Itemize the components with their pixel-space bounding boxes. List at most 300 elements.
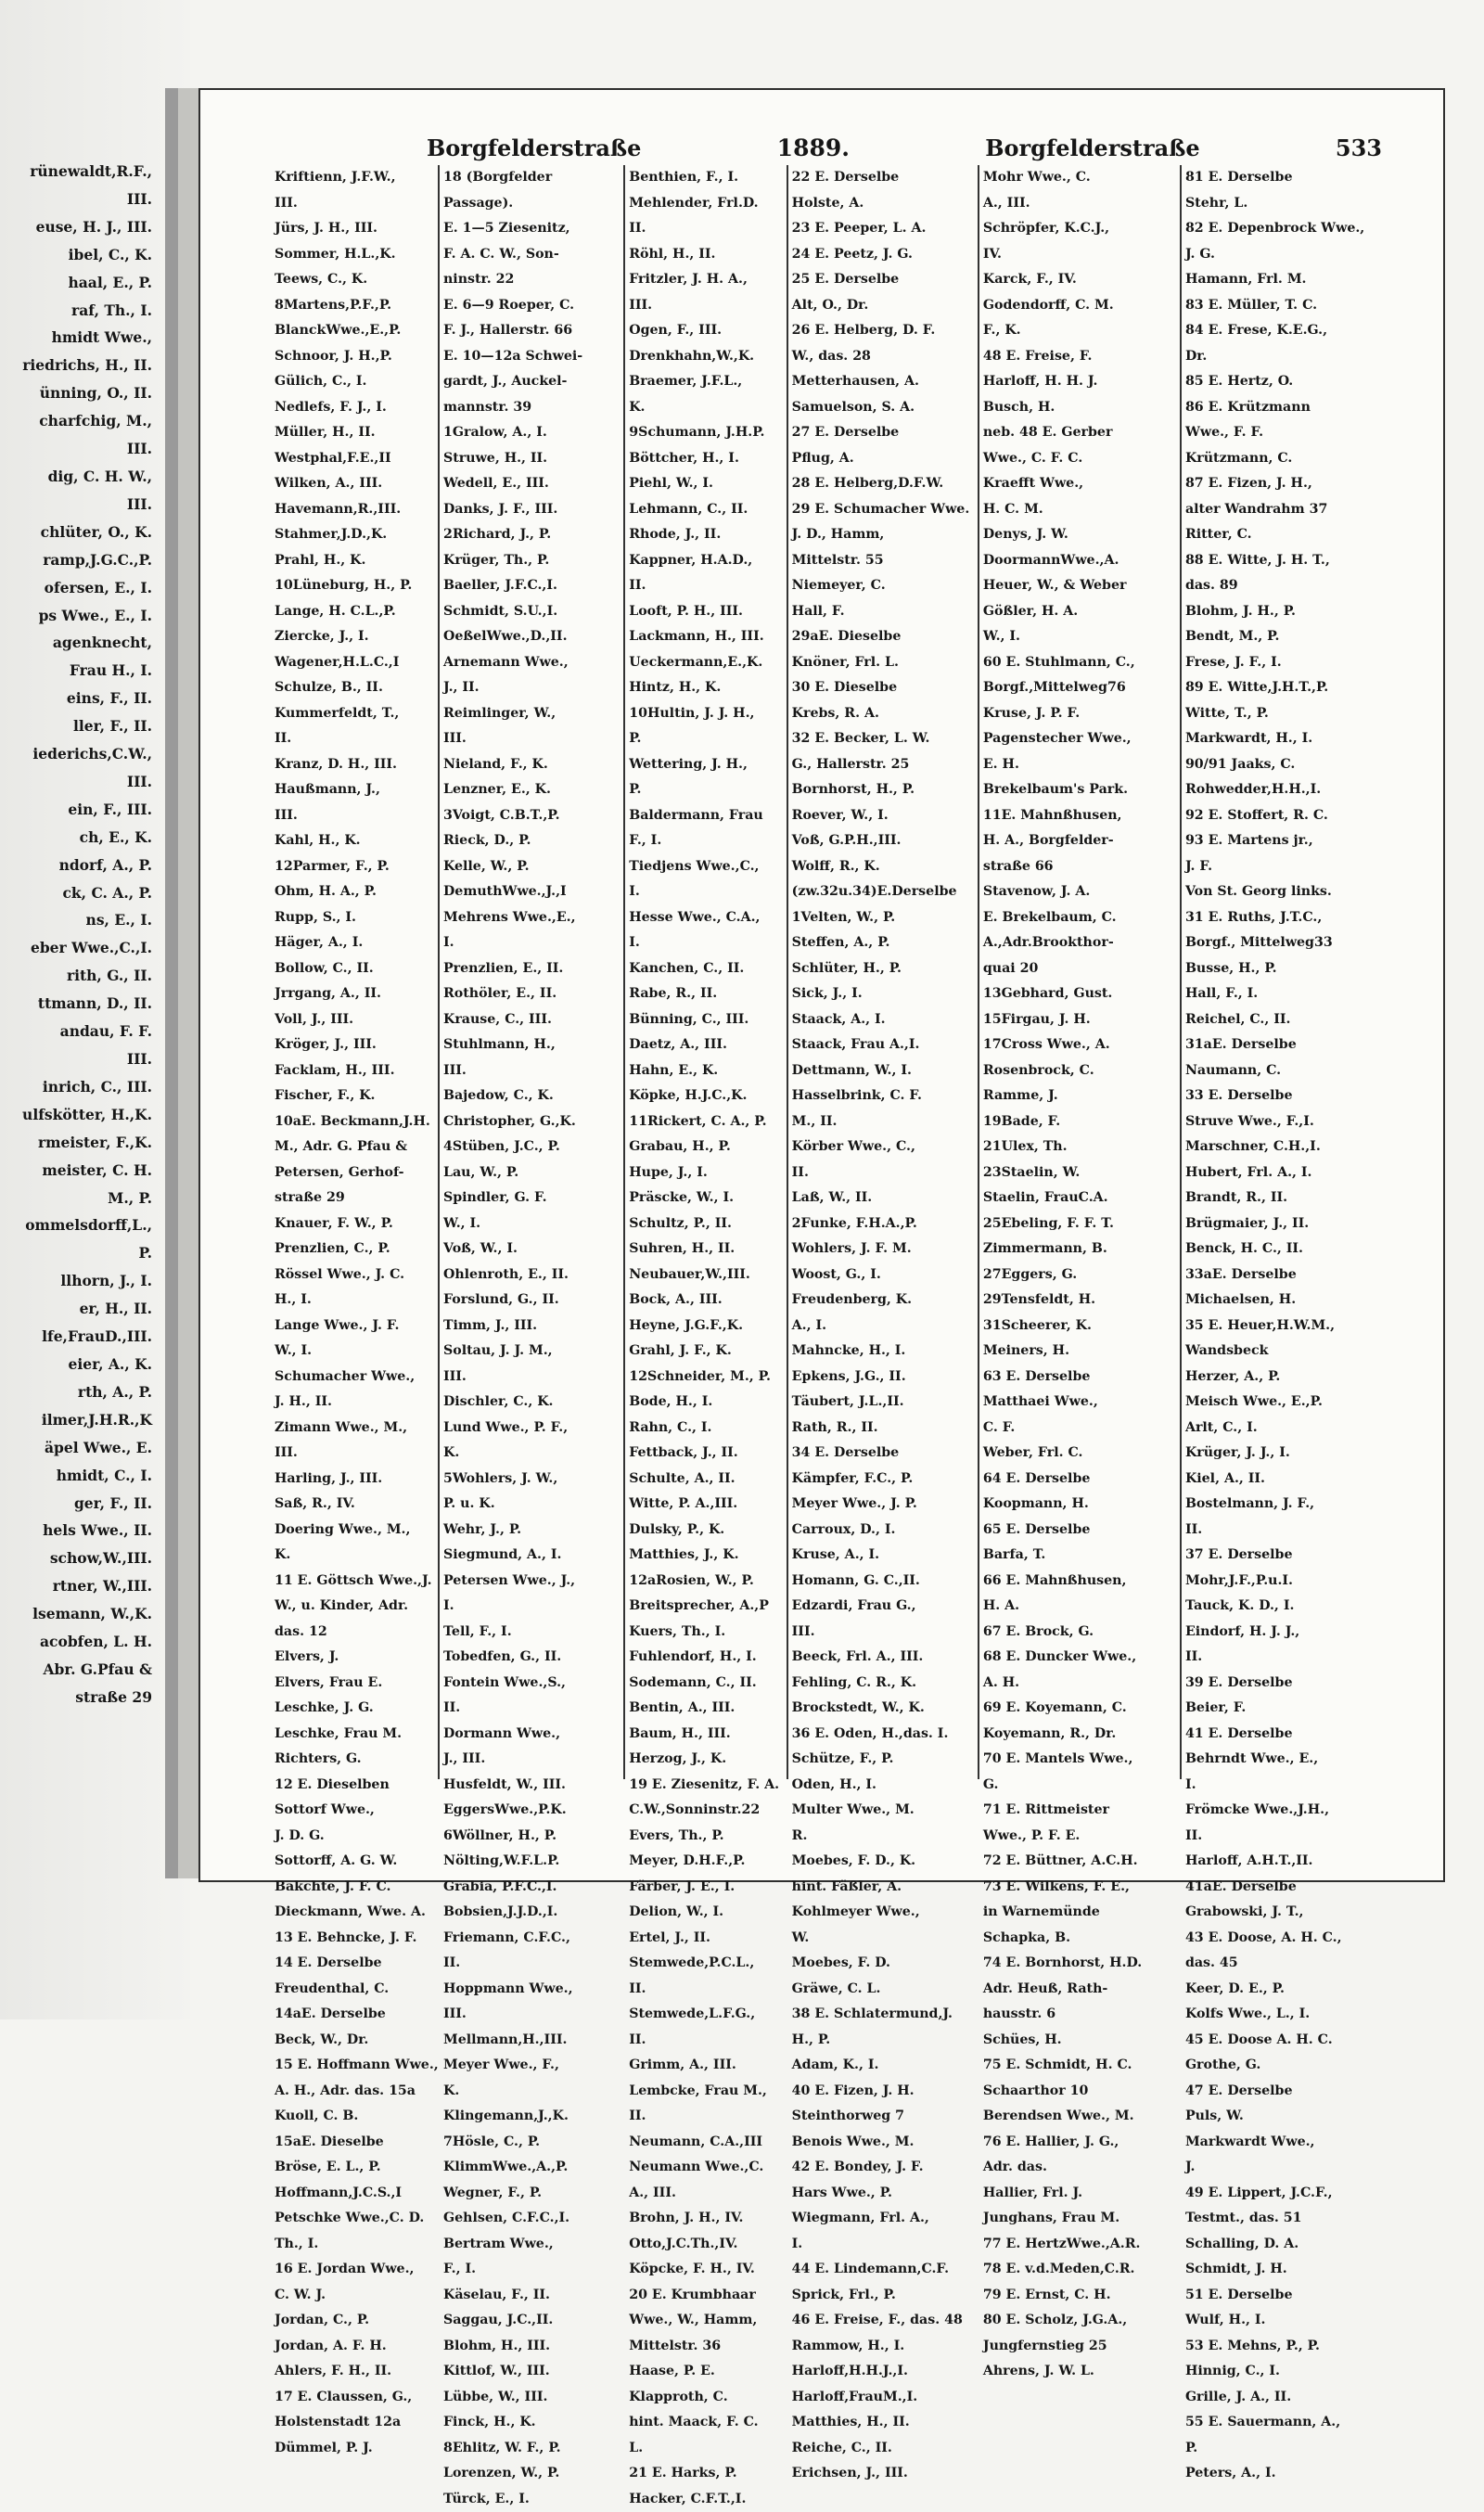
directory-entry-line: Fritzler, J. H. A.,: [625, 267, 786, 293]
directory-entry-line: Matthaei Wwe.,: [979, 1390, 1180, 1416]
directory-entry-line: Struve Wwe., F.,I.: [1182, 1109, 1384, 1135]
directory-entry-line: Krüger, J. J., I.: [1182, 1441, 1384, 1467]
directory-entry-line: Stuhlmann, H.,: [440, 1032, 623, 1058]
directory-entry-line: 75 E. Schmidt, H. C.: [979, 2053, 1180, 2079]
directory-entry-line: 27 E. Derselbe: [788, 420, 978, 446]
fragment-line: ein, F., III.: [0, 796, 165, 824]
directory-entry-line: Struwe, H., II.: [440, 446, 623, 472]
directory-entry-line: Ohm, H. A., P.: [271, 879, 438, 905]
directory-entry-line: Woost, G., I.: [788, 1262, 978, 1288]
directory-entry-line: 33aE. Derselbe: [1182, 1262, 1384, 1288]
directory-entry-line: Klingemann,J.,K.: [440, 2104, 623, 2130]
directory-entry-line: Hahn, E., K.: [625, 1058, 786, 1084]
directory-entry-line: straße 66: [979, 854, 1180, 880]
fragment-line: III.: [0, 1045, 165, 1073]
directory-entry-line: 49 E. Lippert, J.C.F.,: [1182, 2181, 1384, 2207]
directory-entry-line: II.: [625, 1977, 786, 2003]
directory-entry-line: Koopmann, H.: [979, 1492, 1180, 1518]
directory-entry-line: Hall, F.: [788, 599, 978, 625]
directory-entry-line: III.: [271, 1441, 438, 1467]
directory-entry-line: Gehlsen, C.F.C.,I.: [440, 2206, 623, 2232]
fragment-line: ger, F., II.: [0, 1490, 165, 1518]
directory-entry-line: Schmidt, J. H.: [1182, 2257, 1384, 2283]
directory-entry-line: 12 E. Dieselben: [271, 1773, 438, 1799]
directory-entry-line: 23Staelin, W.: [979, 1160, 1180, 1186]
directory-entry-line: 84 E. Frese, K.E.G.,: [1182, 318, 1384, 344]
directory-entry-line: 37 E. Derselbe: [1182, 1543, 1384, 1569]
directory-entry-line: Schulze, B., II.: [271, 675, 438, 701]
fragment-line: ünning, O., II.: [0, 379, 165, 407]
directory-entry-line: Lau, W., P.: [440, 1160, 623, 1186]
directory-entry-line: 10aE. Beckmann,J.H.: [271, 1109, 438, 1135]
directory-entry-line: Roever, W., I.: [788, 803, 978, 829]
directory-entry-line: 10Lüneburg, H., P.: [271, 573, 438, 599]
directory-entry-line: 34 E. Derselbe: [788, 1441, 978, 1467]
directory-entry-line: Schnoor, J. H.,P.: [271, 344, 438, 370]
fragment-line: llhorn, J., I.: [0, 1267, 165, 1295]
directory-entry-line: Dormann Wwe.,: [440, 1722, 623, 1748]
directory-entry-line: Röhl, H., II.: [625, 242, 786, 268]
directory-entry-line: Stemwede,P.C.L.,: [625, 1951, 786, 1977]
directory-entry-line: 18 (Borgfelder: [440, 165, 623, 191]
directory-entry-line: 39 E. Derselbe: [1182, 1671, 1384, 1697]
directory-entry-line: Schües, H.: [979, 2028, 1180, 2054]
directory-entry-line: Schröpfer, K.C.J.,: [979, 216, 1180, 242]
directory-entry-line: Schaarthor 10: [979, 2079, 1180, 2105]
directory-entry-line: Edzardi, Frau G.,: [788, 1594, 978, 1620]
directory-entry-line: Behrndt Wwe., E.,: [1182, 1747, 1384, 1773]
directory-entry-line: 89 E. Witte,J.H.T.,P.: [1182, 675, 1384, 701]
directory-entry-line: Grabia, P.F.C.,I.: [440, 1875, 623, 1901]
directory-entry-line: das. 45: [1182, 1951, 1384, 1977]
directory-entry-line: W., I.: [979, 624, 1180, 650]
directory-entry-line: Brandt, R., II.: [1182, 1186, 1384, 1211]
directory-entry-line: Moebes, F. D., K.: [788, 1849, 978, 1875]
page-header: [427, 130, 1382, 165]
directory-entry-line: Beck, W., Dr.: [271, 2028, 438, 2054]
directory-entry-line: Freudenberg, K.: [788, 1288, 978, 1314]
directory-entry-line: 53 E. Mehns, P., P.: [1182, 2334, 1384, 2360]
directory-entry-line: Teews, C., K.: [271, 267, 438, 293]
column-1: [271, 165, 438, 1779]
directory-entry-line: 15aE. Dieselbe: [271, 2130, 438, 2156]
directory-entry-line: Wulf, H., I.: [1182, 2308, 1384, 2334]
directory-entry-line: 14aE. Derselbe: [271, 2002, 438, 2028]
directory-entry-line: 7Hösle, C., P.: [440, 2130, 623, 2156]
directory-entry-line: Kohlmeyer Wwe.,: [788, 1900, 978, 1926]
directory-entry-line: Evers, Th., P.: [625, 1824, 786, 1850]
directory-entry-line: 74 E. Bornhorst, H.D.: [979, 1951, 1180, 1977]
fragment-line: hmidt Wwe.,: [0, 324, 165, 352]
directory-entry-line: Meiners, H.: [979, 1339, 1180, 1365]
directory-entry-line: 31 E. Ruths, J.T.C.,: [1182, 905, 1384, 931]
directory-entry-line: Herzer, A., P.: [1182, 1365, 1384, 1391]
directory-entry-line: Hars Wwe., P.: [788, 2181, 978, 2207]
directory-entry-line: 86 E. Krützmann: [1182, 395, 1384, 421]
directory-entry-line: Holstenstadt 12a: [271, 2410, 438, 2436]
directory-entry-line: J. F.: [1182, 854, 1384, 880]
directory-entry-line: Schumacher Wwe.,: [271, 1365, 438, 1391]
directory-entry-line: Doering Wwe., M.,: [271, 1518, 438, 1544]
directory-entry-line: P.: [625, 726, 786, 752]
directory-entry-line: Lange Wwe., J. F.: [271, 1314, 438, 1339]
directory-entry-line: Petersen Wwe., J.,: [440, 1569, 623, 1595]
directory-entry-line: II.: [625, 2104, 786, 2130]
directory-entry-line: neb. 48 E. Gerber: [979, 420, 1180, 446]
directory-entry-line: KlimmWwe.,A.,P.: [440, 2155, 623, 2181]
directory-entry-line: 5Wohlers, J. W.,: [440, 1467, 623, 1493]
column-4: [788, 165, 978, 1779]
directory-entry-line: Witte, P. A.,III.: [625, 1492, 786, 1518]
directory-entry-line: A., III.: [979, 191, 1180, 217]
directory-entry-line: Sommer, H.L.,K.: [271, 242, 438, 268]
fragment-line: haal, E., P.: [0, 269, 165, 297]
directory-entry-line: Ohlenroth, E., II.: [440, 1262, 623, 1288]
directory-entry-line: Dümmel, P. J.: [271, 2436, 438, 2462]
directory-entry-line: Niemeyer, C.: [788, 573, 978, 599]
directory-entry-line: III.: [440, 2002, 623, 2028]
directory-entry-line: 31Scheerer, K.: [979, 1314, 1180, 1339]
directory-entry-line: Kahl, H., K.: [271, 828, 438, 854]
directory-entry-line: Arlt, C., I.: [1182, 1416, 1384, 1442]
fragment-line: iederichs,C.W.,: [0, 740, 165, 768]
directory-entry-line: 30 E. Dieselbe: [788, 675, 978, 701]
directory-entry-line: Hoffmann,J.C.S.,I: [271, 2181, 438, 2207]
directory-entry-line: G.: [979, 1773, 1180, 1799]
directory-entry-line: 17 E. Claussen, G.,: [271, 2385, 438, 2411]
directory-entry-line: Prenzlien, E., II.: [440, 956, 623, 982]
directory-entry-line: Weber, Frl. C.: [979, 1441, 1180, 1467]
directory-entry-line: 26 E. Helberg, D. F.: [788, 318, 978, 344]
directory-entry-line: II.: [1182, 1518, 1384, 1544]
directory-entry-line: 36 E. Oden, H.,das. I.: [788, 1722, 978, 1748]
directory-entry-line: E. Brekelbaum, C.: [979, 905, 1180, 931]
directory-columns: [271, 165, 1384, 1779]
directory-entry-line: III.: [271, 191, 438, 217]
directory-entry-line: Wwe., W., Hamm,: [625, 2308, 786, 2334]
directory-entry-line: Grahl, J. F., K.: [625, 1339, 786, 1365]
directory-entry-line: Frömcke Wwe.,J.H.,: [1182, 1798, 1384, 1824]
directory-entry-line: Richters, G.: [271, 1747, 438, 1773]
fragment-line: ulfskötter, H.,K.: [0, 1101, 165, 1129]
directory-entry-line: Jrrgang, A., II.: [271, 981, 438, 1007]
directory-entry-line: Pflug, A.: [788, 446, 978, 472]
directory-entry-line: Stehr, L.: [1182, 191, 1384, 217]
directory-entry-line: Godendorff, C. M.: [979, 293, 1180, 319]
directory-entry-line: 41aE. Derselbe: [1182, 1875, 1384, 1901]
directory-entry-line: 23 E. Peeper, L. A.: [788, 216, 978, 242]
fragment-line: lsemann, W.,K.: [0, 1600, 165, 1628]
directory-entry-line: Hall, F., I.: [1182, 981, 1384, 1007]
directory-entry-line: Knauer, F. W., P.: [271, 1211, 438, 1237]
directory-entry-line: Rammow, H., I.: [788, 2334, 978, 2360]
directory-entry-line: DoormannWwe.,A.: [979, 548, 1180, 574]
directory-entry-line: Schalling, D. A.: [1182, 2232, 1384, 2258]
directory-entry-line: 80 E. Scholz, J.G.A.,: [979, 2308, 1180, 2334]
directory-entry-line: R.: [788, 1824, 978, 1850]
directory-entry-line: Samuelson, S. A.: [788, 395, 978, 421]
directory-entry-line: 42 E. Bondey, J. F.: [788, 2155, 978, 2181]
directory-entry-line: Hintz, H., K.: [625, 675, 786, 701]
directory-entry-line: Brekelbaum's Park.: [979, 777, 1180, 803]
directory-entry-line: 17Cross Wwe., A.: [979, 1032, 1180, 1058]
directory-entry-line: 33 E. Derselbe: [1182, 1083, 1384, 1109]
directory-entry-line: Mellmann,H.,III.: [440, 2028, 623, 2054]
directory-entry-line: III.: [271, 803, 438, 829]
directory-entry-line: Hasselbrink, C. F.: [788, 1083, 978, 1109]
directory-entry-line: H. A., Borgfelder-: [979, 828, 1180, 854]
directory-entry-line: Laß, W., II.: [788, 1186, 978, 1211]
directory-entry-line: Rothöler, E., II.: [440, 981, 623, 1007]
directory-entry-line: Lorenzen, W., P.: [440, 2461, 623, 2487]
directory-entry-line: Soltau, J. J. M.,: [440, 1339, 623, 1365]
directory-entry-line: Denys, J. W.: [979, 522, 1180, 548]
fragment-line: rünewaldt,R.F.,: [0, 158, 165, 186]
directory-entry-line: Mohr Wwe., C.: [979, 165, 1180, 191]
directory-entry-line: 48 E. Freise, F.: [979, 344, 1180, 370]
directory-entry-line: Baldermann, Frau: [625, 803, 786, 829]
directory-entry-line: Leschke, J. G.: [271, 1696, 438, 1722]
directory-entry-line: Lackmann, H., III.: [625, 624, 786, 650]
directory-entry-line: 44 E. Lindemann,C.F.: [788, 2257, 978, 2283]
directory-entry-line: Harloff,H.H.J.,I.: [788, 2359, 978, 2385]
column-2: [440, 165, 623, 1779]
fragment-line: ofersen, E., I.: [0, 574, 165, 602]
directory-entry-line: Prahl, H., K.: [271, 548, 438, 574]
directory-entry-line: Wohlers, J. F. M.: [788, 1237, 978, 1262]
directory-entry-line: mannstr. 39: [440, 395, 623, 421]
directory-entry-line: Rieck, D., P.: [440, 828, 623, 854]
directory-entry-line: Busse, H., P.: [1182, 956, 1384, 982]
directory-entry-line: Braemer, J.F.L.,: [625, 369, 786, 395]
directory-entry-line: 73 E. Wilkens, F. E.,: [979, 1875, 1180, 1901]
fragment-line: rith, G., II.: [0, 962, 165, 990]
directory-entry-line: (zw.32u.34)E.Derselbe: [788, 879, 978, 905]
directory-entry-line: Kanchen, C., II.: [625, 956, 786, 982]
fragment-line: chlüter, O., K.: [0, 519, 165, 546]
directory-entry-line: Michaelsen, H.: [1182, 1288, 1384, 1314]
directory-entry-line: Friemann, C.F.C.,: [440, 1926, 623, 1952]
directory-entry-line: Baeller, J.F.C.,I.: [440, 573, 623, 599]
directory-entry-line: Schmidt, S.U.,I.: [440, 599, 623, 625]
directory-entry-line: K.: [625, 395, 786, 421]
directory-entry-line: Kuoll, C. B.: [271, 2104, 438, 2130]
directory-entry-line: Fuhlendorf, H., I.: [625, 1645, 786, 1671]
directory-entry-line: I.: [1182, 1773, 1384, 1799]
directory-entry-line: 15Firgau, J. H.: [979, 1007, 1180, 1033]
directory-entry-line: Mehrens Wwe.,E.,: [440, 905, 623, 931]
directory-entry-line: 15 E. Hoffmann Wwe.,: [271, 2053, 438, 2079]
fragment-line: Frau H., I.: [0, 657, 165, 685]
directory-entry-line: Bakchte, J. F. C.: [271, 1875, 438, 1901]
directory-entry-line: Reichel, C., II.: [1182, 1007, 1384, 1033]
directory-entry-line: Keer, D. E., P.: [1182, 1977, 1384, 2003]
directory-entry-line: W., I.: [440, 1211, 623, 1237]
directory-entry-line: Reiche, C., II.: [788, 2436, 978, 2462]
running-title-left: Borgfelderstraße: [427, 135, 641, 161]
directory-entry-line: Kiel, A., II.: [1182, 1467, 1384, 1493]
directory-entry-line: Mahncke, H., I.: [788, 1339, 978, 1365]
directory-entry-line: Harloff, A.H.T.,II.: [1182, 1849, 1384, 1875]
directory-entry-line: Holste, A.: [788, 191, 978, 217]
directory-entry-line: J.: [1182, 2155, 1384, 2181]
directory-entry-line: Staack, A., I.: [788, 1007, 978, 1033]
directory-entry-line: P. u. K.: [440, 1492, 623, 1518]
column-3: [625, 165, 786, 1779]
directory-entry-line: Brügmaier, J., II.: [1182, 1211, 1384, 1237]
directory-entry-line: Rath, R., II.: [788, 1416, 978, 1442]
directory-entry-line: Fettback, J., II.: [625, 1441, 786, 1467]
fragment-line: III.: [0, 491, 165, 519]
directory-entry-line: Blohm, J. H., P.: [1182, 599, 1384, 625]
directory-entry-line: 19Bade, F.: [979, 1109, 1180, 1135]
directory-entry-line: Saggau, J.C.,II.: [440, 2308, 623, 2334]
directory-entry-line: K.: [271, 1543, 438, 1569]
directory-entry-line: 92 E. Stoffert, R. C.: [1182, 803, 1384, 829]
directory-entry-line: F., I.: [440, 2257, 623, 2283]
directory-entry-line: Wandsbeck: [1182, 1339, 1384, 1365]
fragment-line: ttmann, D., II.: [0, 990, 165, 1018]
directory-entry-line: J., III.: [440, 1747, 623, 1773]
directory-entry-line: Frese, J. F., I.: [1182, 650, 1384, 676]
directory-entry-line: Suhren, H., II.: [625, 1237, 786, 1262]
directory-entry-line: Matthies, H., II.: [788, 2410, 978, 2436]
directory-entry-line: Bock, A., III.: [625, 1288, 786, 1314]
directory-entry-line: L.: [625, 2436, 786, 2462]
directory-entry-line: 28 E. Helberg,D.F.W.: [788, 471, 978, 497]
directory-entry-line: Schultz, P., II.: [625, 1211, 786, 1237]
directory-entry-line: Ahrens, J. W. L.: [979, 2359, 1180, 2385]
directory-entry-line: III.: [440, 1058, 623, 1084]
directory-entry-line: Mittelstr. 36: [625, 2334, 786, 2360]
directory-entry-line: C.W.,Sonninstr.22: [625, 1798, 786, 1824]
directory-entry-line: IV.: [979, 242, 1180, 268]
fragment-line: dig, C. H. W.,: [0, 463, 165, 491]
directory-entry-line: Wwe., F. F.: [1182, 420, 1384, 446]
directory-entry-line: Homann, G. C.,II.: [788, 1569, 978, 1595]
directory-entry-line: EggersWwe.,P.K.: [440, 1798, 623, 1824]
directory-entry-line: Bentin, A., III.: [625, 1696, 786, 1722]
directory-entry-line: 64 E. Derselbe: [979, 1467, 1180, 1493]
directory-entry-line: Stemwede,L.F.G.,: [625, 2002, 786, 2028]
directory-entry-line: straße 29: [271, 1186, 438, 1211]
directory-entry-line: E. H.: [979, 752, 1180, 778]
directory-entry-line: das. 89: [1182, 573, 1384, 599]
directory-entry-line: Ueckermann,E.,K.: [625, 650, 786, 676]
directory-entry-line: Benck, H. C., II.: [1182, 1237, 1384, 1262]
directory-entry-line: Heyne, J.G.F.,K.: [625, 1314, 786, 1339]
directory-entry-line: 20 E. Krumbhaar: [625, 2283, 786, 2309]
directory-entry-line: Sick, J., I.: [788, 981, 978, 1007]
fragment-line: ibel, C., K.: [0, 241, 165, 269]
directory-entry-line: 85 E. Hertz, O.: [1182, 369, 1384, 395]
directory-entry-line: Moebes, F. D.: [788, 1951, 978, 1977]
directory-entry-line: Rabe, R., II.: [625, 981, 786, 1007]
fragment-line: lfe,FrauD.,III.: [0, 1323, 165, 1351]
directory-entry-line: 47 E. Derselbe: [1182, 2079, 1384, 2105]
directory-entry-line: Voß, W., I.: [440, 1237, 623, 1262]
directory-entry-line: 60 E. Stuhlmann, C.,: [979, 650, 1180, 676]
fragment-line: ommelsdorff,L.,: [0, 1211, 165, 1239]
directory-entry-line: Petersen, Gerhof-: [271, 1160, 438, 1186]
directory-entry-line: 8Ehlitz, W. F., P.: [440, 2436, 623, 2462]
directory-entry-line: G., Hallerstr. 25: [788, 752, 978, 778]
directory-entry-line: Rahn, C., I.: [625, 1416, 786, 1442]
fragment-line: III.: [0, 435, 165, 463]
directory-entry-line: Tobedfen, G., II.: [440, 1645, 623, 1671]
directory-entry-line: Reimlinger, W.,: [440, 701, 623, 727]
directory-entry-line: Lehmann, C., II.: [625, 497, 786, 523]
directory-entry-line: Gräwe, C. L.: [788, 1977, 978, 2003]
directory-entry-line: II.: [625, 2028, 786, 2054]
directory-entry-line: Kelle, W., P.: [440, 854, 623, 880]
directory-entry-line: 35 E. Heuer,H.W.M.,: [1182, 1314, 1384, 1339]
directory-entry-line: Jungfernstieg 25: [979, 2334, 1180, 2360]
directory-entry-line: Jürs, J. H., III.: [271, 216, 438, 242]
fragment-line: P.: [0, 1239, 165, 1267]
fragment-line: raf, Th., I.: [0, 297, 165, 325]
directory-entry-line: Harling, J., III.: [271, 1467, 438, 1493]
directory-entry-line: Erichsen, J., III.: [788, 2461, 978, 2487]
directory-entry-line: Markwardt, H., I.: [1182, 726, 1384, 752]
fragment-line: eier, A., K.: [0, 1351, 165, 1378]
directory-entry-line: Brohn, J. H., IV.: [625, 2206, 786, 2232]
directory-entry-line: Kolfs Wwe., L., I.: [1182, 2002, 1384, 2028]
directory-entry-line: A. H., Adr. das. 15a: [271, 2079, 438, 2105]
directory-entry-line: Dettmann, W., I.: [788, 1058, 978, 1084]
directory-entry-line: Jordan, A. F. H.: [271, 2334, 438, 2360]
fragment-line: Abr. G.Pfau &: [0, 1656, 165, 1684]
directory-entry-line: Bornhorst, H., P.: [788, 777, 978, 803]
directory-entry-line: Westphal,F.E.,II: [271, 446, 438, 472]
directory-entry-line: OeßelWwe.,D.,II.: [440, 624, 623, 650]
directory-entry-line: Staack, Frau A.,I.: [788, 1032, 978, 1058]
directory-entry-line: Haase, P. E.: [625, 2359, 786, 2385]
directory-entry-line: Marschner, C.H.,I.: [1182, 1134, 1384, 1160]
fragment-line: III.: [0, 768, 165, 796]
directory-entry-line: 65 E. Derselbe: [979, 1518, 1180, 1544]
directory-entry-line: 21 E. Harks, P.: [625, 2461, 786, 2487]
directory-entry-line: 32 E. Becker, L. W.: [788, 726, 978, 752]
directory-entry-line: Harloff, H. H. J.: [979, 369, 1180, 395]
fragment-line: charfchig, M.,: [0, 407, 165, 435]
directory-entry-line: 76 E. Hallier, J. G.,: [979, 2130, 1180, 2156]
fragment-line: ck, C. A., P.: [0, 879, 165, 907]
directory-entry-line: Lübbe, W., III.: [440, 2385, 623, 2411]
directory-entry-line: 83 E. Müller, T. C.: [1182, 293, 1384, 319]
directory-entry-line: 72 E. Büttner, A.C.H.: [979, 1849, 1180, 1875]
directory-entry-line: Bajedow, C., K.: [440, 1083, 623, 1109]
directory-entry-line: das. 12: [271, 1620, 438, 1646]
directory-entry-line: Bertram Wwe.,: [440, 2232, 623, 2258]
directory-entry-line: Hacker, C.F.T.,I.: [625, 2487, 786, 2512]
directory-entry-line: Wwe., C. F. C.: [979, 446, 1180, 472]
directory-entry-line: 11Rickert, C. A., P.: [625, 1109, 786, 1135]
directory-entry-line: Adr. Heuß, Rath-: [979, 1977, 1180, 2003]
directory-entry-line: E. 1—5 Ziesenitz,: [440, 216, 623, 242]
directory-entry-line: 9Schumann, J.H.P.: [625, 420, 786, 446]
directory-entry-line: H., I.: [271, 1288, 438, 1314]
directory-entry-line: Drenkhahn,W.,K.: [625, 344, 786, 370]
fragment-line: riedrichs, H., II.: [0, 352, 165, 379]
directory-entry-line: I.: [625, 879, 786, 905]
directory-entry-line: M., Adr. G. Pfau &: [271, 1134, 438, 1160]
directory-entry-line: II.: [1182, 1824, 1384, 1850]
directory-entry-line: Kruse, A., I.: [788, 1543, 978, 1569]
directory-entry-line: Meyer Wwe., F.,: [440, 2053, 623, 2079]
directory-entry-line: Kröger, J., III.: [271, 1032, 438, 1058]
directory-entry-line: Elvers, Frau E.: [271, 1671, 438, 1697]
